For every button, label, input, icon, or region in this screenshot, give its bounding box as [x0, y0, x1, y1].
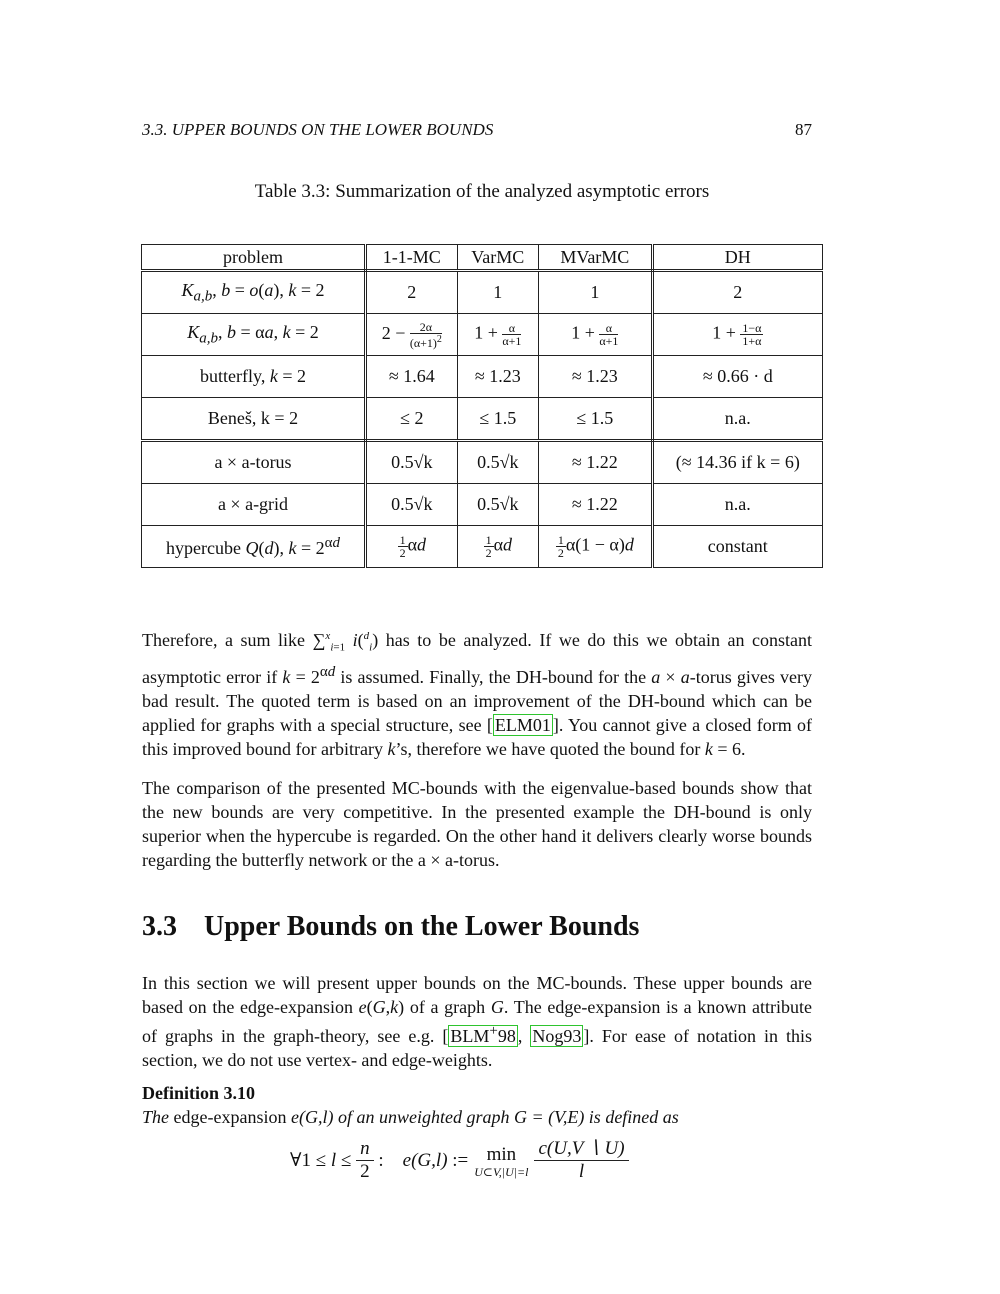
- table-row: [142, 398, 823, 441]
- table-cell: 1: [539, 271, 653, 314]
- edge-expansion-formula: ∀1 ≤ l ≤ $\frac{n}{2}$ : e ( G , l ) := min U⊂V,|U|=l $\frac{c(U,V ∖ U)}{l}$: [290, 1138, 710, 1183]
- table-cell: ≈ 1.64: [366, 356, 458, 398]
- table-row: [142, 441, 823, 484]
- paragraph-section-intro: In this section we will present upper bounds on the MC-bounds. These upper bounds are based on the edge-expansion e(G,k) of a graph G. The edge-expansion is a known attribute of graphs in the graph-theory, see e.g. [ BLM+98 , Nog93 ]. For ease of notation in this section, we do not use vertex- and edge-weights.: [142, 973, 813, 1070]
- citation-link[interactable]: ELM01: [494, 714, 551, 735]
- table-caption: Table 3.3: Summarization of the analyzed asymptotic errors: [254, 181, 710, 202]
- col-header-varmc: VarMC: [457, 245, 538, 271]
- asymptotic-errors-table: [141, 244, 823, 568]
- table-cell: 1 + $\frac{1-\alpha}{1+\alpha}$: [652, 314, 822, 356]
- section-title: Upper Bounds on the Lower Bounds: [204, 911, 640, 942]
- table-cell: ≈ 1.22: [539, 441, 653, 484]
- col-header-11mc: 1-1-MC: [366, 245, 458, 271]
- table-cell: $K_{a,b}$, b = o(a), k = 2: [142, 271, 366, 314]
- col-header-mvarmc: MVarMC: [539, 245, 653, 271]
- table-cell: a × a-grid: [142, 484, 366, 526]
- table-row: [142, 314, 823, 356]
- page-number: 87: [795, 120, 812, 139]
- table-cell: 2: [366, 271, 458, 314]
- definition-text: The edge-expansion e(G,l) of an unweighted graph G = (V,E) is defined as: [142, 1107, 679, 1127]
- table-cell: ≤ 1.5: [539, 398, 653, 441]
- table-cell: ≈ 1.23: [539, 356, 653, 398]
- table-cell: $\frac{1}{2}$ αd: [457, 526, 538, 568]
- table-cell: 1 + $\frac{\alpha}{\alpha+1}$: [539, 314, 653, 356]
- table-cell: (≈ 14.36 if k = 6): [652, 441, 822, 484]
- table-cell: 0.5√k: [457, 484, 538, 526]
- table-cell: ≈ 0.66 · d: [652, 356, 822, 398]
- citation-link[interactable]: BLM+98: [450, 1023, 516, 1046]
- table-row: [142, 356, 823, 398]
- table-cell: 0.5√k: [457, 441, 538, 484]
- col-header-problem: problem: [142, 245, 366, 271]
- col-header-dh: DH: [652, 245, 822, 271]
- table-cell: 0.5√k: [366, 441, 458, 484]
- table-cell: 2 − $\frac{2\alpha}{(\alpha+1)^2}$: [366, 314, 458, 356]
- section-number: 3.3: [142, 911, 177, 942]
- section-heading: [142, 911, 639, 943]
- table-cell: $\frac{1}{2}$ α(1 − α)d: [539, 526, 653, 568]
- running-title: 3.3. UPPER BOUNDS ON THE LOWER BOUNDS: [142, 120, 494, 139]
- table-cell: constant: [652, 526, 822, 568]
- paragraph-sum-analysis: Therefore, a sum like ∑$^x_{i=1}$ i($^d_i$) has to be analyzed. If we do this we obtain an constant asymptotic error if $k = 2^{\alpha d}$ is assumed. Finally, the DH-bound for the a × a-torus gives very bad result. The quoted term is based on an improvement of the DH-bound which can be applied for graphs with a special structure, see [ ELM01 ]. You cannot give a closed form of this improved bound for arbitrary k’s, therefore we have quoted the bound for k = 6.: [142, 630, 813, 759]
- table-header-row: [142, 245, 823, 271]
- citation-link[interactable]: Nog93: [532, 1026, 582, 1046]
- table-cell: hypercube Q(d), $k = 2^{\alpha d}$: [142, 526, 366, 568]
- table-row: [142, 484, 823, 526]
- definition-title: Definition 3.10: [142, 1083, 256, 1103]
- table-cell: $K_{a,b}$, b = αa, k = 2: [142, 314, 366, 356]
- table-row: [142, 271, 823, 314]
- table-cell: ≤ 1.5: [457, 398, 538, 441]
- table-cell: ≈ 1.23: [457, 356, 538, 398]
- table-cell: n.a.: [652, 484, 822, 526]
- table-cell: $\frac{1}{2}$ αd: [366, 526, 458, 568]
- table-cell: ≤ 2: [366, 398, 458, 441]
- table-cell: 1 + $\frac{\alpha}{\alpha+1}$: [457, 314, 538, 356]
- paragraph-comparison: The comparison of the presented MC-bounds with the eigenvalue-based bounds show that the new bounds are very competitive. In the presented example the DH-bound is only superior when the hypercube is regarded. On the other hand it delivers clearly worse bounds regarding the butterfly network or the a × a-torus.: [142, 778, 812, 870]
- table-cell: a × a-torus: [142, 441, 366, 484]
- running-head: [142, 120, 812, 140]
- table-cell: 1: [457, 271, 538, 314]
- table-row: [142, 526, 823, 568]
- table-cell: n.a.: [652, 398, 822, 441]
- table-cell: ≈ 1.22: [539, 484, 653, 526]
- table-cell: butterfly, k = 2: [142, 356, 366, 398]
- table-cell: Beneš, k = 2: [142, 398, 366, 441]
- table-cell: 0.5√k: [366, 484, 458, 526]
- table-cell: 2: [652, 271, 822, 314]
